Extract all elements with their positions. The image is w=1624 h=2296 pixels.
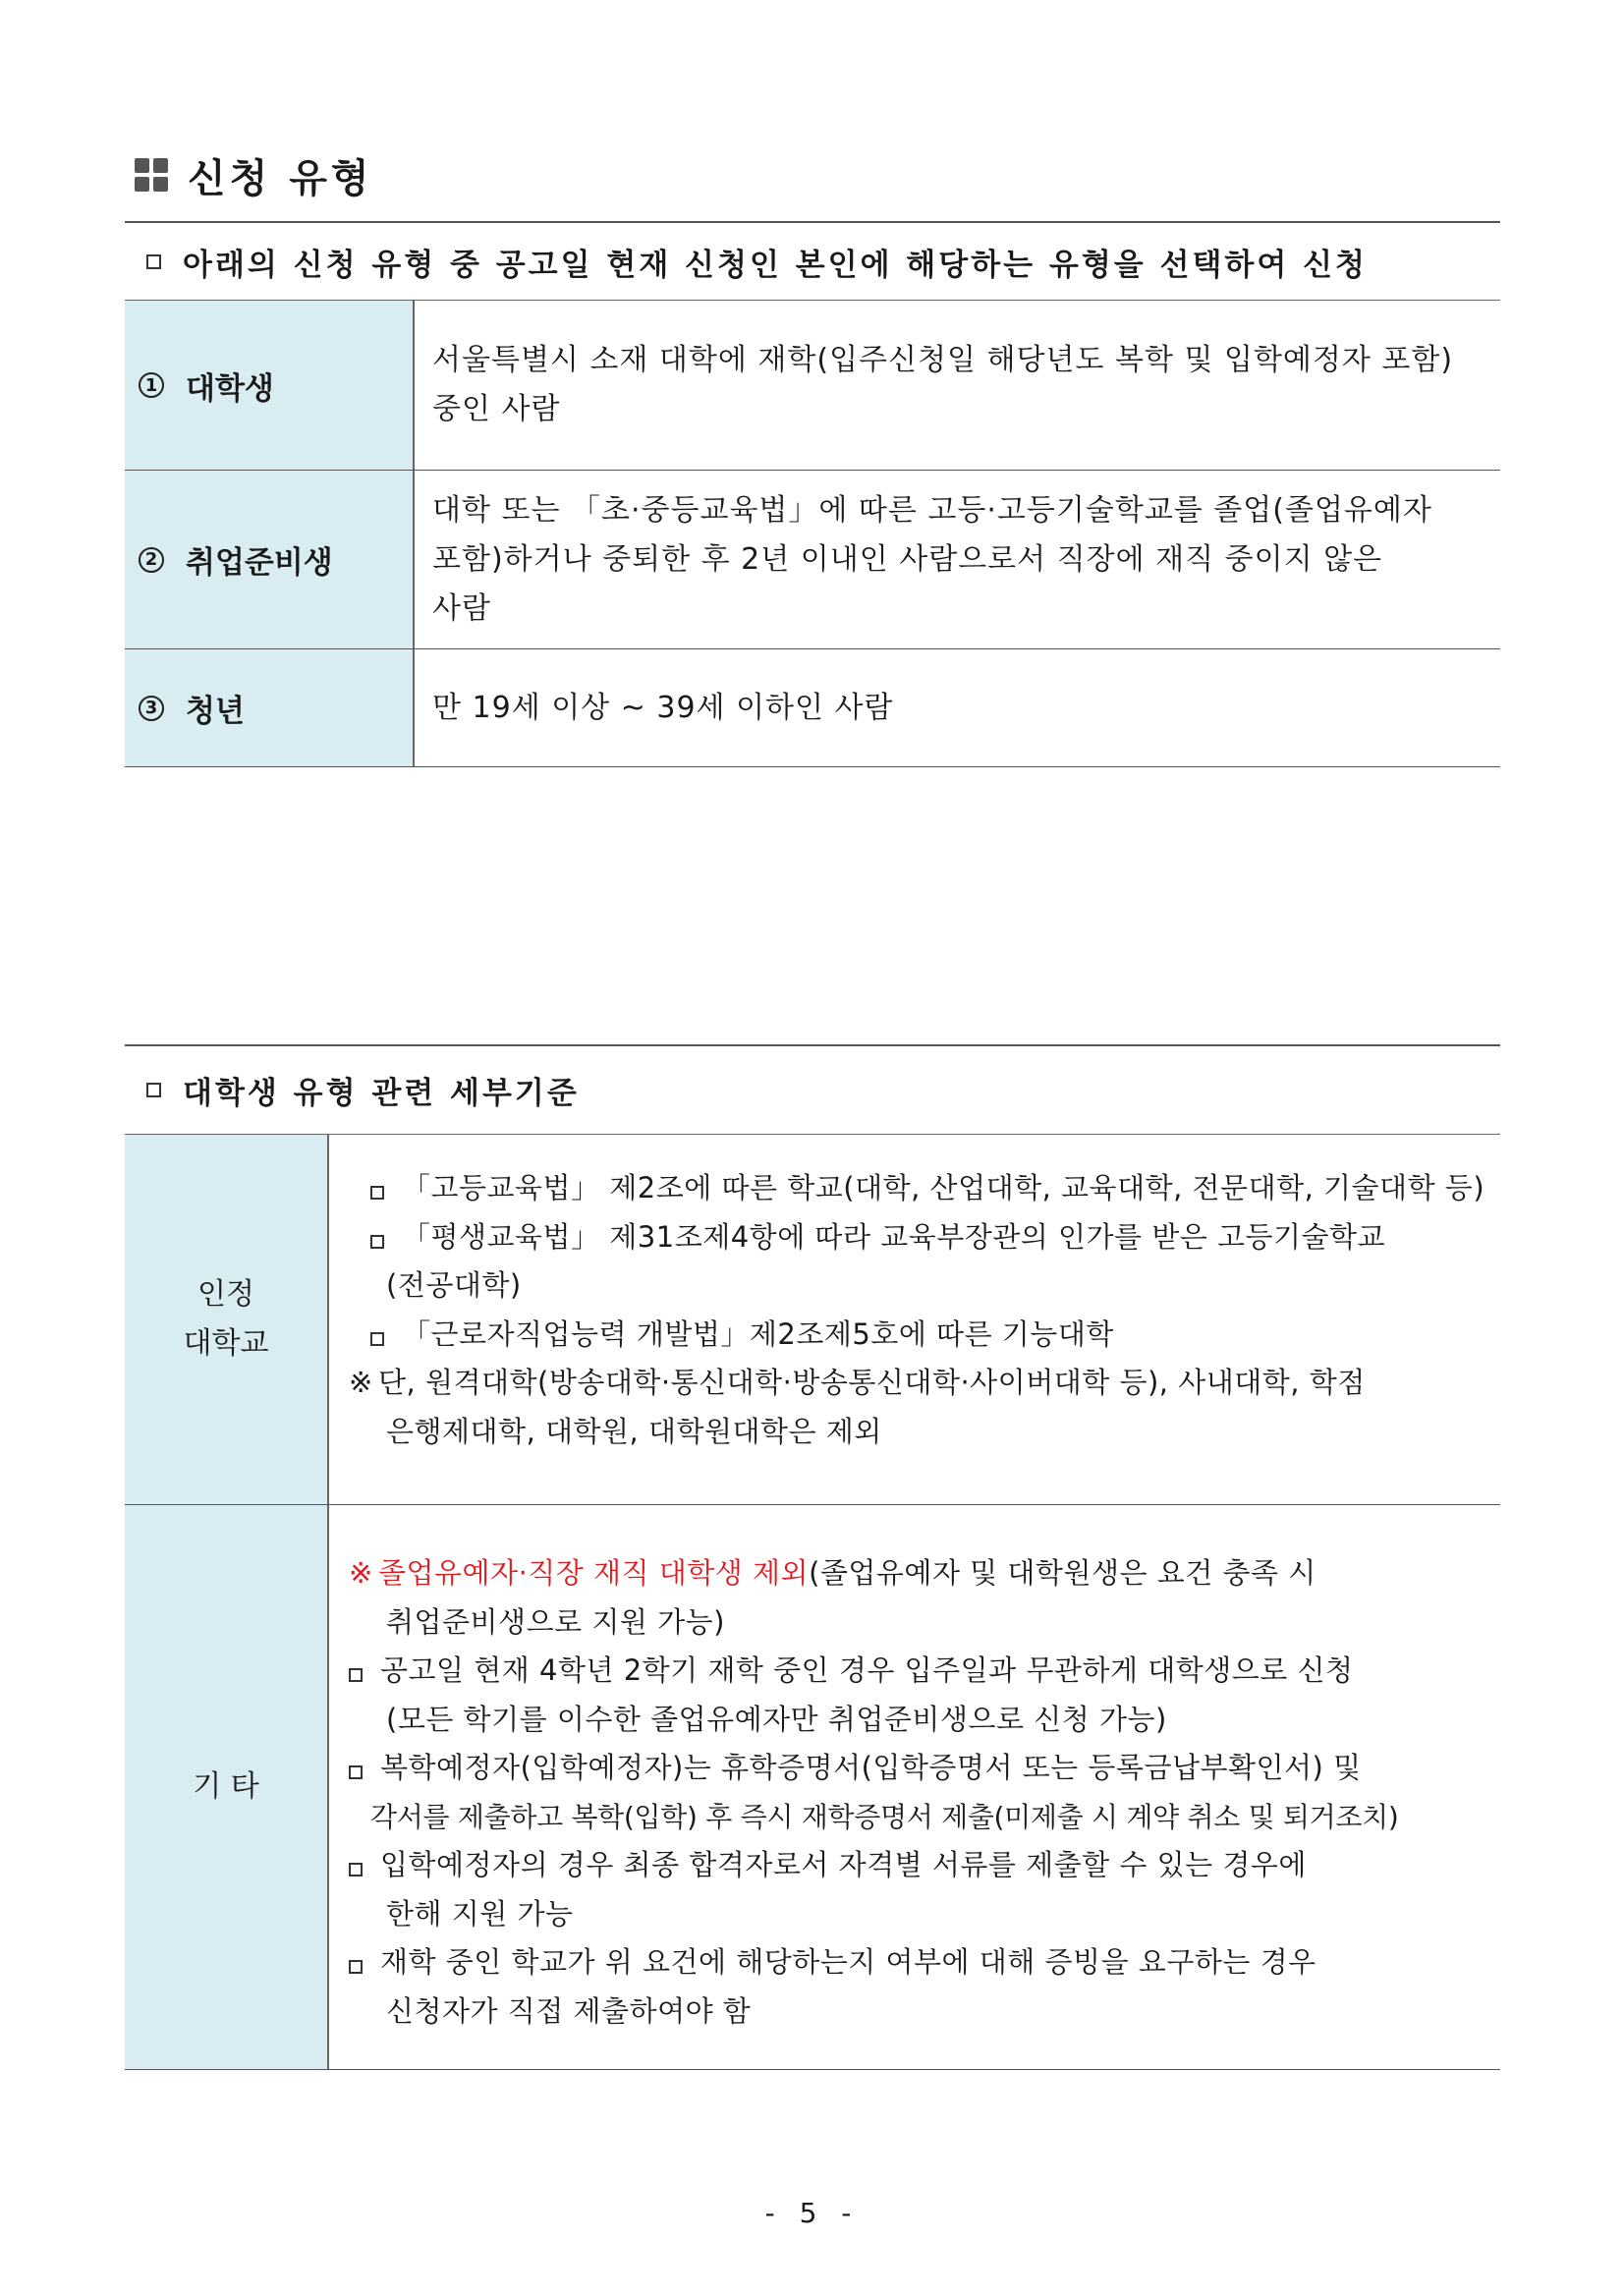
detail-line: 「근로자직업능력 개발법」제2조제5호에 따른 기능대학 [349, 1311, 1490, 1360]
description-line: 중인 사람 [432, 392, 561, 426]
type-label-cell [125, 649, 415, 766]
square-bullet-icon [349, 1668, 363, 1682]
detail-line: ※ 단, 원격대학(방송대학·통신대학·방송통신대학·사이버대학 등), 사내대학, 학점 [349, 1359, 1490, 1408]
detail-line: 입학예정자의 경우 최종 합격자로서 자격별 서류를 제출할 수 있는 경우에 [349, 1841, 1490, 1890]
type-label: 취업준비생 [186, 545, 333, 581]
square-bullet-icon [349, 1960, 363, 1974]
detail-line: 은행제대학, 대학원, 대학원대학은 제외 [386, 1414, 882, 1448]
square-bullet-icon [370, 1186, 384, 1200]
application-types-table [125, 221, 1500, 767]
detail-line: 「평생교육법」 제31조제4항에 따라 교육부장관의 인가를 받은 고등기술학교 [349, 1213, 1490, 1262]
description-line: 포함)하거나 중퇴한 후 2년 이내인 사람으로서 직장에 재직 중이지 않은 [432, 541, 1383, 577]
detail-line: 각서를 제출하고 복학(입학) 후 즉시 재학증명서 제출(미제출 시 계약 취소 및 퇴거조치) [370, 1800, 1399, 1833]
type-description [415, 301, 1500, 470]
grid-four-squares-icon [135, 158, 168, 192]
page-title: 신청 유형 [188, 155, 373, 201]
square-bullet-icon [349, 1863, 363, 1876]
type-label-cell [125, 301, 415, 470]
detail-line: 「고등교육법」 제2조에 따른 학교(대학, 산업대학, 교육대학, 전문대학, 기술대학 등) [349, 1164, 1490, 1213]
criteria-details [329, 1135, 1500, 1504]
table-row [125, 471, 1500, 649]
type-description [415, 649, 1500, 766]
circled-number-icon: 3 [139, 696, 164, 721]
type-label: 대학생 [186, 370, 274, 407]
description-line: 서울특별시 소재 대학에 재학(입주신청일 해당년도 복학 및 입학예정자 포함) [432, 343, 1454, 377]
detail-line: 공고일 현재 4학년 2학기 재학 중인 경우 입주일과 무관하게 대학생으로 신청 [349, 1647, 1490, 1696]
table-row [125, 1505, 1500, 2070]
note-mark-icon: ※ [349, 1556, 373, 1590]
description-line: 사람 [432, 590, 491, 626]
type-description [415, 471, 1500, 648]
detail-line: 한해 지원 가능 [386, 1896, 574, 1931]
table-header-text: 아래의 신청 유형 중 공고일 현재 신청인 본인에 해당하는 유형을 선택하여 신청 [183, 247, 1368, 283]
circled-number-icon: 1 [139, 372, 164, 398]
description-line: 대학 또는 「초·중등교육법」에 따른 고등·고등기술학교를 졸업(졸업유예자 [432, 492, 1432, 528]
detail-line: ※ 졸업유예자·직장 재직 대학생 제외(졸업유예자 및 대학원생은 요건 충족 시 [349, 1549, 1490, 1598]
table-header-text: 대학생 유형 관련 세부기준 [183, 1076, 580, 1111]
criteria-label: 인정 [197, 1277, 254, 1312]
student-criteria-table [125, 1044, 1500, 2070]
square-bullet-icon [370, 1235, 384, 1249]
criteria-label-cell [125, 1135, 329, 1504]
square-bullet-icon [146, 254, 161, 269]
detail-line: 복학예정자(입학예정자)는 휴학증명서(입학증명서 또는 등록금납부확인서) 및 [349, 1744, 1490, 1793]
square-bullet-icon [146, 1083, 161, 1097]
note-mark-icon: ※ [349, 1366, 373, 1399]
criteria-label: 기 타 [193, 1769, 259, 1804]
detail-line: (전공대학) [386, 1268, 522, 1302]
detail-line: 취업준비생으로 지원 가능) [386, 1604, 725, 1639]
table-row [125, 1135, 1500, 1505]
detail-line: 재학 중인 학교가 위 요건에 해당하는지 여부에 대해 증빙을 요구하는 경우 [349, 1938, 1490, 1988]
page-number: - 5 - [764, 2197, 860, 2229]
table-row [125, 301, 1500, 471]
table-header [125, 221, 1500, 301]
table-row [125, 649, 1500, 767]
criteria-label: 대학교 [183, 1326, 269, 1361]
detail-line: (모든 학기를 이수한 졸업유예자만 취업준비생으로 신청 가능) [386, 1702, 1167, 1736]
square-bullet-icon [349, 1765, 363, 1779]
detail-line: 신청자가 직접 제출하여야 함 [386, 1993, 752, 2028]
table-header [125, 1044, 1500, 1135]
square-bullet-icon [370, 1332, 384, 1346]
type-label-cell [125, 471, 415, 648]
highlight-text: 졸업유예자·직장 재직 대학생 제외 [378, 1556, 810, 1590]
section-heading [135, 147, 373, 202]
description-line: 만 19세 이상 ~ 39세 이하인 사람 [432, 690, 894, 725]
type-label: 청년 [186, 694, 245, 729]
criteria-label-cell [125, 1505, 329, 2069]
circled-number-icon: 2 [139, 547, 164, 573]
criteria-details [329, 1505, 1500, 2069]
